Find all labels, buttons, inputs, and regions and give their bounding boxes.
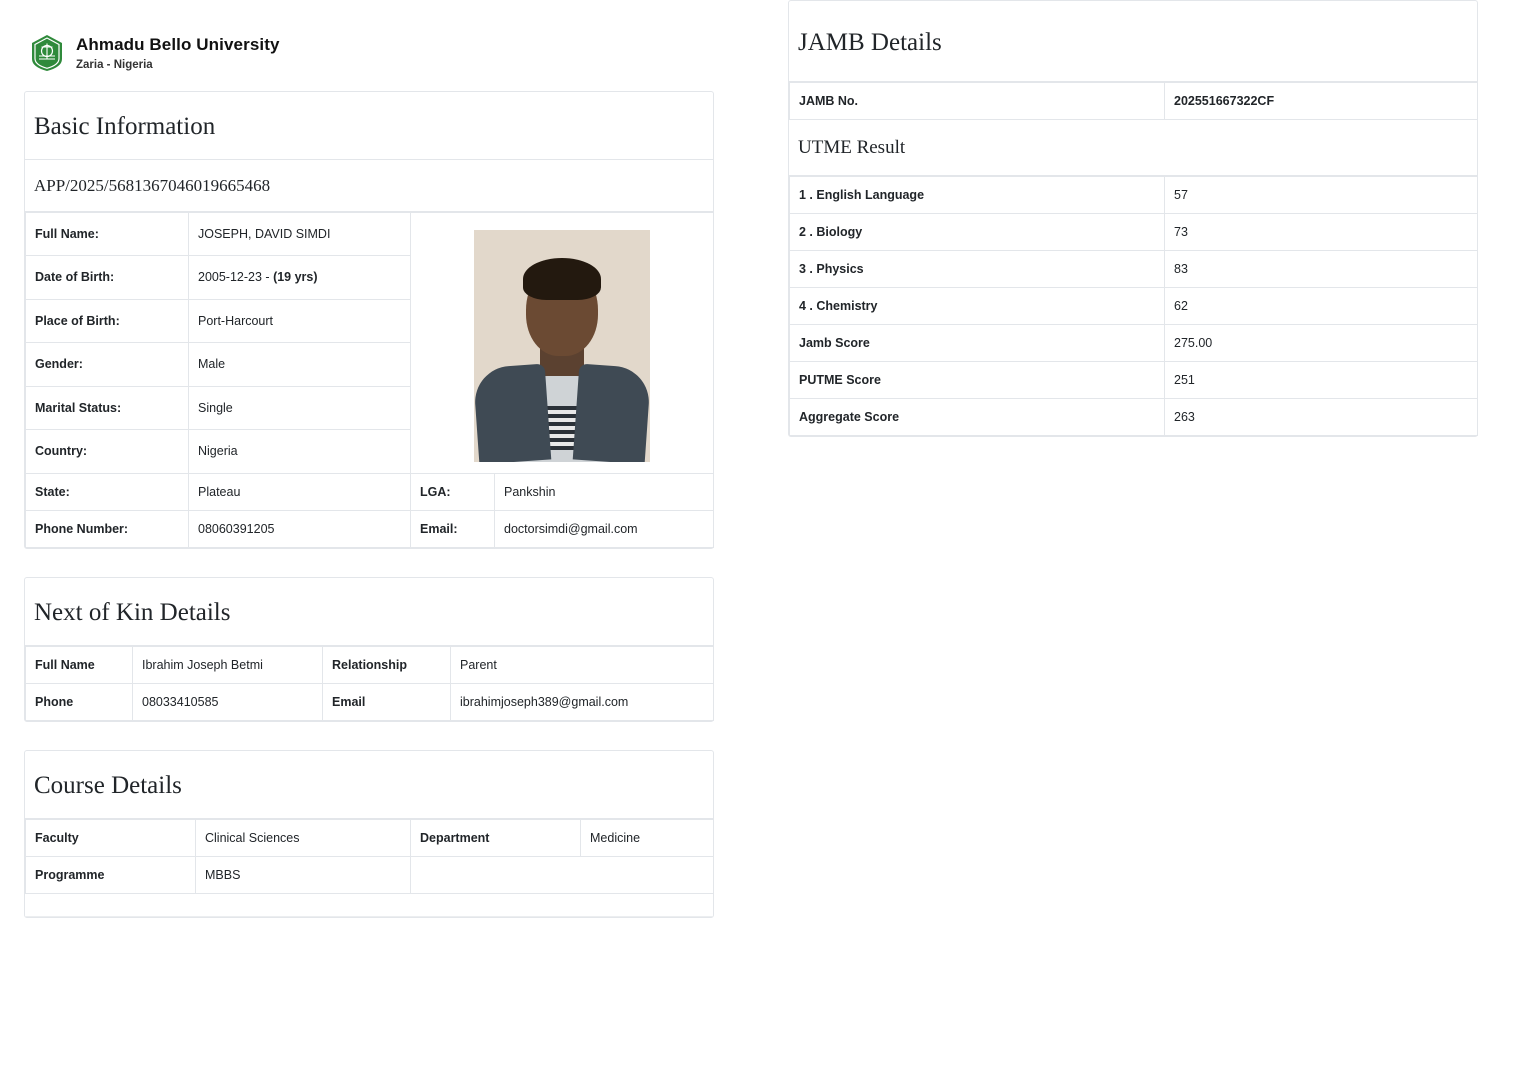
table-row (790, 83, 1478, 120)
table-row (26, 510, 714, 547)
gender-value: Male (189, 343, 411, 387)
marital-status-value: Single (189, 386, 411, 430)
kin-relationship-label: Relationship (323, 646, 451, 683)
table-row (26, 683, 714, 720)
kin-email-label: Email (323, 683, 451, 720)
table-row (790, 325, 1478, 362)
kin-phone-value: 08033410585 (133, 683, 323, 720)
table-row (26, 856, 714, 893)
kin-full-name-label: Full Name (26, 646, 133, 683)
basic-information-title: Basic Information (34, 112, 216, 140)
next-of-kin-title: Next of Kin Details (34, 598, 231, 626)
subject-3-score: 83 (1165, 251, 1478, 288)
jamb-number-table (789, 82, 1478, 120)
country-label: Country: (26, 430, 189, 474)
dob-date: 2005-12-23 - (198, 270, 274, 285)
email-value: doctorsimdi@gmail.com (495, 510, 714, 547)
utme-result-title: UTME Result (789, 120, 1477, 176)
brand-text (76, 34, 280, 73)
dob-label: Date of Birth: (26, 256, 189, 300)
dob-value (189, 256, 411, 300)
subject-2-score: 73 (1165, 214, 1478, 251)
course-details-header (25, 751, 713, 819)
university-name: Ahmadu Bello University (76, 35, 280, 54)
right-column (788, 0, 1478, 437)
jamb-details-title: JAMB Details (789, 1, 1477, 82)
dob-age: (19 yrs) (273, 270, 318, 285)
university-crest-icon (30, 34, 64, 72)
subject-4-score: 62 (1165, 288, 1478, 325)
country-value: Nigeria (189, 430, 411, 474)
table-row (790, 177, 1478, 214)
aggregate-score-label: Aggregate Score (790, 399, 1165, 436)
programme-empty-cell (411, 856, 714, 893)
next-of-kin-card (24, 577, 714, 722)
table-row (790, 288, 1478, 325)
programme-label: Programme (26, 856, 196, 893)
programme-value: MBBS (196, 856, 411, 893)
course-details-title: Course Details (34, 771, 182, 799)
putme-score-value: 251 (1165, 362, 1478, 399)
basic-information-header (25, 92, 713, 160)
table-row (790, 399, 1478, 436)
kin-full-name-value: Ibrahim Joseph Betmi (133, 646, 323, 683)
kin-phone-label: Phone (26, 683, 133, 720)
course-details-card (24, 750, 714, 918)
next-of-kin-table (25, 646, 714, 721)
full-name-value: JOSEPH, DAVID SIMDI (189, 212, 411, 256)
left-column (24, 0, 714, 946)
application-number: APP/2025/5681367046019665468 (25, 160, 713, 212)
lga-value: Pankshin (495, 473, 714, 510)
basic-information-table (25, 212, 714, 548)
table-row (26, 473, 714, 510)
brand-header (24, 0, 714, 91)
jamb-no-label: JAMB No. (790, 83, 1165, 120)
utme-result-table (789, 176, 1478, 436)
jamb-score-label: Jamb Score (790, 325, 1165, 362)
email-label: Email: (411, 510, 495, 547)
phone-label: Phone Number: (26, 510, 189, 547)
subject-1-label: 1 . English Language (790, 177, 1165, 214)
table-row (26, 646, 714, 683)
place-of-birth-label: Place of Birth: (26, 299, 189, 343)
subject-2-label: 2 . Biology (790, 214, 1165, 251)
university-location: Zaria - Nigeria (76, 59, 153, 72)
faculty-value: Clinical Sciences (196, 819, 411, 856)
state-label: State: (26, 473, 189, 510)
table-row (790, 362, 1478, 399)
department-label: Department (411, 819, 581, 856)
jamb-score-value: 275.00 (1165, 325, 1478, 362)
table-row (26, 819, 714, 856)
phone-value: 08060391205 (189, 510, 411, 547)
passport-photo-cell (411, 212, 714, 473)
putme-score-label: PUTME Score (790, 362, 1165, 399)
kin-relationship-value: Parent (451, 646, 714, 683)
subject-3-label: 3 . Physics (790, 251, 1165, 288)
aggregate-score-value: 263 (1165, 399, 1478, 436)
faculty-label: Faculty (26, 819, 196, 856)
course-details-table (25, 819, 714, 894)
applicant-photo (474, 230, 650, 462)
table-row (26, 212, 714, 256)
next-of-kin-header (25, 578, 713, 646)
gender-label: Gender: (26, 343, 189, 387)
kin-email-value: ibrahimjoseph389@gmail.com (451, 683, 714, 720)
full-name-label: Full Name: (26, 212, 189, 256)
table-row (790, 251, 1478, 288)
lga-label: LGA: (411, 473, 495, 510)
state-value: Plateau (189, 473, 411, 510)
subject-1-score: 57 (1165, 177, 1478, 214)
department-value: Medicine (581, 819, 714, 856)
basic-information-card (24, 91, 714, 549)
card-footer-divider (25, 916, 713, 917)
jamb-details-card (788, 0, 1478, 437)
table-row (790, 214, 1478, 251)
marital-status-label: Marital Status: (26, 386, 189, 430)
subject-4-label: 4 . Chemistry (790, 288, 1165, 325)
place-of-birth-value: Port-Harcourt (189, 299, 411, 343)
jamb-no-value: 202551667322CF (1165, 83, 1478, 120)
